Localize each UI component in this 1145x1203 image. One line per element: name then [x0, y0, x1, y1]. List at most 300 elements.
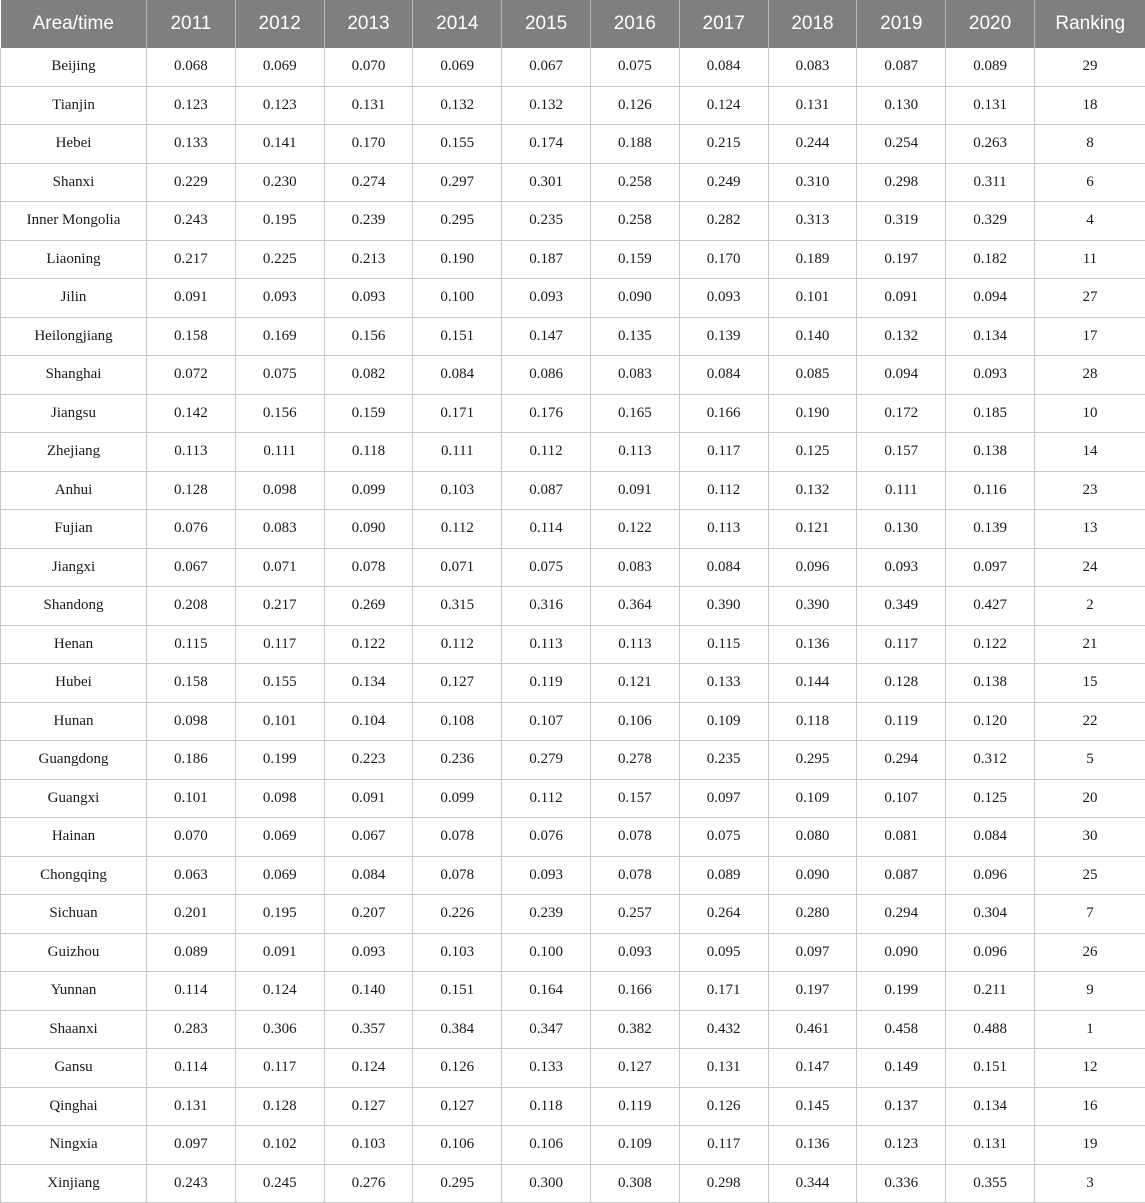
value-cell: 0.080: [768, 818, 857, 857]
value-cell: 0.103: [324, 1126, 413, 1165]
value-cell: 0.075: [679, 818, 768, 857]
value-cell: 0.081: [857, 818, 946, 857]
ranking-cell: 19: [1034, 1126, 1145, 1165]
area-cell: Jiangxi: [1, 548, 147, 587]
value-cell: 0.101: [235, 702, 324, 741]
value-cell: 0.169: [235, 317, 324, 356]
value-cell: 0.132: [768, 471, 857, 510]
value-cell: 0.156: [235, 394, 324, 433]
value-cell: 0.109: [590, 1126, 679, 1165]
column-header-area: Area/time: [1, 0, 147, 48]
value-cell: 0.172: [857, 394, 946, 433]
value-cell: 0.124: [235, 972, 324, 1011]
value-cell: 0.294: [857, 741, 946, 780]
value-cell: 0.140: [324, 972, 413, 1011]
ranking-cell: 10: [1034, 394, 1145, 433]
value-cell: 0.106: [502, 1126, 591, 1165]
table-row: [1, 240, 1145, 279]
value-cell: 0.113: [502, 625, 591, 664]
value-cell: 0.112: [679, 471, 768, 510]
value-cell: 0.119: [590, 1087, 679, 1126]
value-cell: 0.125: [768, 433, 857, 472]
value-cell: 0.093: [502, 279, 591, 318]
value-cell: 0.283: [147, 1010, 236, 1049]
value-cell: 0.122: [946, 625, 1035, 664]
value-cell: 0.069: [413, 48, 502, 86]
value-cell: 0.254: [857, 125, 946, 164]
value-cell: 0.165: [590, 394, 679, 433]
ranking-cell: 4: [1034, 202, 1145, 241]
value-cell: 0.097: [679, 779, 768, 818]
area-cell: Gansu: [1, 1049, 147, 1088]
value-cell: 0.174: [502, 125, 591, 164]
value-cell: 0.091: [590, 471, 679, 510]
table-row: [1, 279, 1145, 318]
value-cell: 0.087: [857, 856, 946, 895]
value-cell: 0.124: [679, 86, 768, 125]
value-cell: 0.084: [679, 356, 768, 395]
value-cell: 0.127: [413, 664, 502, 703]
value-cell: 0.297: [413, 163, 502, 202]
value-cell: 0.093: [324, 933, 413, 972]
ranking-cell: 8: [1034, 125, 1145, 164]
area-cell: Hebei: [1, 125, 147, 164]
value-cell: 0.122: [590, 510, 679, 549]
column-header-year: 2019: [857, 0, 946, 48]
value-cell: 0.130: [857, 510, 946, 549]
value-cell: 0.119: [857, 702, 946, 741]
value-cell: 0.159: [324, 394, 413, 433]
value-cell: 0.384: [413, 1010, 502, 1049]
value-cell: 0.102: [235, 1126, 324, 1165]
value-cell: 0.112: [413, 625, 502, 664]
value-cell: 0.116: [946, 471, 1035, 510]
area-cell: Tianjin: [1, 86, 147, 125]
table-row: [1, 163, 1145, 202]
value-cell: 0.226: [413, 895, 502, 934]
value-cell: 0.111: [413, 433, 502, 472]
value-cell: 0.382: [590, 1010, 679, 1049]
value-cell: 0.121: [768, 510, 857, 549]
area-cell: Guangdong: [1, 741, 147, 780]
value-cell: 0.076: [502, 818, 591, 857]
value-cell: 0.093: [324, 279, 413, 318]
value-cell: 0.101: [768, 279, 857, 318]
value-cell: 0.108: [413, 702, 502, 741]
value-cell: 0.137: [857, 1087, 946, 1126]
ranking-cell: 18: [1034, 86, 1145, 125]
column-header-year: 2012: [235, 0, 324, 48]
column-header-year: 2011: [147, 0, 236, 48]
value-cell: 0.086: [502, 356, 591, 395]
table-row: [1, 510, 1145, 549]
value-cell: 0.111: [857, 471, 946, 510]
value-cell: 0.364: [590, 587, 679, 626]
value-cell: 0.111: [235, 433, 324, 472]
value-cell: 0.093: [235, 279, 324, 318]
value-cell: 0.128: [235, 1087, 324, 1126]
value-cell: 0.197: [857, 240, 946, 279]
table-row: [1, 856, 1145, 895]
value-cell: 0.099: [413, 779, 502, 818]
value-cell: 0.127: [590, 1049, 679, 1088]
value-cell: 0.114: [502, 510, 591, 549]
value-cell: 0.158: [147, 664, 236, 703]
value-cell: 0.132: [502, 86, 591, 125]
table-body: [1, 48, 1145, 1203]
value-cell: 0.114: [147, 1049, 236, 1088]
table-row: [1, 356, 1145, 395]
value-cell: 0.112: [502, 779, 591, 818]
value-cell: 0.091: [147, 279, 236, 318]
value-cell: 0.131: [679, 1049, 768, 1088]
value-cell: 0.236: [413, 741, 502, 780]
value-cell: 0.208: [147, 587, 236, 626]
table-row: [1, 1087, 1145, 1126]
column-header-year: 2013: [324, 0, 413, 48]
value-cell: 0.311: [946, 163, 1035, 202]
value-cell: 0.091: [857, 279, 946, 318]
ranking-cell: 26: [1034, 933, 1145, 972]
table-header: [1, 0, 1145, 48]
value-cell: 0.304: [946, 895, 1035, 934]
value-cell: 0.185: [946, 394, 1035, 433]
value-cell: 0.223: [324, 741, 413, 780]
value-cell: 0.087: [502, 471, 591, 510]
value-cell: 0.187: [502, 240, 591, 279]
table-row: [1, 779, 1145, 818]
area-cell: Inner Mongolia: [1, 202, 147, 241]
value-cell: 0.078: [413, 856, 502, 895]
value-cell: 0.118: [502, 1087, 591, 1126]
value-cell: 0.276: [324, 1164, 413, 1203]
value-cell: 0.076: [147, 510, 236, 549]
value-cell: 0.067: [502, 48, 591, 86]
value-cell: 0.067: [147, 548, 236, 587]
value-cell: 0.089: [946, 48, 1035, 86]
table-row: [1, 1126, 1145, 1165]
value-cell: 0.176: [502, 394, 591, 433]
value-cell: 0.171: [679, 972, 768, 1011]
table-row: [1, 933, 1145, 972]
value-cell: 0.298: [857, 163, 946, 202]
value-cell: 0.316: [502, 587, 591, 626]
value-cell: 0.125: [946, 779, 1035, 818]
value-cell: 0.124: [324, 1049, 413, 1088]
column-header-year: 2016: [590, 0, 679, 48]
column-header-year: 2018: [768, 0, 857, 48]
table-row: [1, 394, 1145, 433]
ranking-cell: 21: [1034, 625, 1145, 664]
value-cell: 0.098: [147, 702, 236, 741]
value-cell: 0.461: [768, 1010, 857, 1049]
value-cell: 0.217: [147, 240, 236, 279]
table-row: [1, 741, 1145, 780]
value-cell: 0.217: [235, 587, 324, 626]
value-cell: 0.089: [679, 856, 768, 895]
value-cell: 0.123: [235, 86, 324, 125]
value-cell: 0.147: [768, 1049, 857, 1088]
value-cell: 0.063: [147, 856, 236, 895]
value-cell: 0.114: [147, 972, 236, 1011]
table-row: [1, 587, 1145, 626]
ranking-cell: 15: [1034, 664, 1145, 703]
value-cell: 0.078: [590, 856, 679, 895]
value-cell: 0.133: [147, 125, 236, 164]
value-cell: 0.096: [946, 933, 1035, 972]
area-cell: Jilin: [1, 279, 147, 318]
area-cell: Liaoning: [1, 240, 147, 279]
value-cell: 0.269: [324, 587, 413, 626]
value-cell: 0.144: [768, 664, 857, 703]
area-cell: Guangxi: [1, 779, 147, 818]
value-cell: 0.258: [590, 202, 679, 241]
table-row: [1, 471, 1145, 510]
value-cell: 0.083: [590, 356, 679, 395]
value-cell: 0.112: [413, 510, 502, 549]
value-cell: 0.126: [590, 86, 679, 125]
area-cell: Chongqing: [1, 856, 147, 895]
area-cell: Guizhou: [1, 933, 147, 972]
value-cell: 0.170: [679, 240, 768, 279]
value-cell: 0.078: [590, 818, 679, 857]
value-cell: 0.120: [946, 702, 1035, 741]
value-cell: 0.093: [946, 356, 1035, 395]
value-cell: 0.119: [502, 664, 591, 703]
value-cell: 0.155: [235, 664, 324, 703]
value-cell: 0.113: [590, 625, 679, 664]
value-cell: 0.090: [324, 510, 413, 549]
value-cell: 0.071: [413, 548, 502, 587]
value-cell: 0.279: [502, 741, 591, 780]
value-cell: 0.118: [768, 702, 857, 741]
table-row: [1, 664, 1145, 703]
value-cell: 0.117: [857, 625, 946, 664]
value-cell: 0.229: [147, 163, 236, 202]
value-cell: 0.207: [324, 895, 413, 934]
table-row: [1, 1164, 1145, 1203]
table-row: [1, 317, 1145, 356]
value-cell: 0.097: [147, 1126, 236, 1165]
value-cell: 0.113: [147, 433, 236, 472]
value-cell: 0.133: [679, 664, 768, 703]
value-cell: 0.091: [235, 933, 324, 972]
value-cell: 0.126: [413, 1049, 502, 1088]
value-cell: 0.091: [324, 779, 413, 818]
value-cell: 0.085: [768, 356, 857, 395]
table-row: [1, 1049, 1145, 1088]
value-cell: 0.151: [946, 1049, 1035, 1088]
value-cell: 0.157: [590, 779, 679, 818]
value-cell: 0.132: [857, 317, 946, 356]
value-cell: 0.239: [502, 895, 591, 934]
table-row: [1, 702, 1145, 741]
value-cell: 0.138: [946, 433, 1035, 472]
value-cell: 0.166: [590, 972, 679, 1011]
value-cell: 0.312: [946, 741, 1035, 780]
value-cell: 0.100: [502, 933, 591, 972]
value-cell: 0.488: [946, 1010, 1035, 1049]
value-cell: 0.199: [235, 741, 324, 780]
value-cell: 0.235: [502, 202, 591, 241]
value-cell: 0.190: [768, 394, 857, 433]
area-cell: Henan: [1, 625, 147, 664]
ranking-cell: 2: [1034, 587, 1145, 626]
value-cell: 0.300: [502, 1164, 591, 1203]
table-row: [1, 125, 1145, 164]
area-cell: Yunnan: [1, 972, 147, 1011]
value-cell: 0.280: [768, 895, 857, 934]
ranking-cell: 5: [1034, 741, 1145, 780]
value-cell: 0.278: [590, 741, 679, 780]
area-cell: Hainan: [1, 818, 147, 857]
value-cell: 0.117: [235, 1049, 324, 1088]
value-cell: 0.097: [768, 933, 857, 972]
ranking-cell: 28: [1034, 356, 1145, 395]
value-cell: 0.094: [946, 279, 1035, 318]
value-cell: 0.084: [679, 548, 768, 587]
value-cell: 0.122: [324, 625, 413, 664]
value-cell: 0.090: [768, 856, 857, 895]
ranking-cell: 25: [1034, 856, 1145, 895]
value-cell: 0.134: [946, 317, 1035, 356]
area-cell: Shanghai: [1, 356, 147, 395]
area-cell: Shandong: [1, 587, 147, 626]
value-cell: 0.308: [590, 1164, 679, 1203]
value-cell: 0.239: [324, 202, 413, 241]
value-cell: 0.096: [946, 856, 1035, 895]
value-cell: 0.155: [413, 125, 502, 164]
value-cell: 0.112: [502, 433, 591, 472]
table-row: [1, 548, 1145, 587]
value-cell: 0.069: [235, 856, 324, 895]
value-cell: 0.093: [502, 856, 591, 895]
value-cell: 0.107: [857, 779, 946, 818]
ranking-cell: 23: [1034, 471, 1145, 510]
ranking-cell: 3: [1034, 1164, 1145, 1203]
value-cell: 0.069: [235, 818, 324, 857]
value-cell: 0.263: [946, 125, 1035, 164]
value-cell: 0.133: [502, 1049, 591, 1088]
value-cell: 0.164: [502, 972, 591, 1011]
value-cell: 0.274: [324, 163, 413, 202]
value-cell: 0.134: [324, 664, 413, 703]
value-cell: 0.070: [324, 48, 413, 86]
value-cell: 0.213: [324, 240, 413, 279]
value-cell: 0.156: [324, 317, 413, 356]
value-cell: 0.295: [413, 202, 502, 241]
value-cell: 0.127: [324, 1087, 413, 1126]
value-cell: 0.141: [235, 125, 324, 164]
value-cell: 0.106: [590, 702, 679, 741]
value-cell: 0.084: [413, 356, 502, 395]
value-cell: 0.151: [413, 972, 502, 1011]
value-cell: 0.103: [413, 933, 502, 972]
table-row: [1, 972, 1145, 1011]
table-row: [1, 818, 1145, 857]
value-cell: 0.142: [147, 394, 236, 433]
value-cell: 0.197: [768, 972, 857, 1011]
value-cell: 0.089: [147, 933, 236, 972]
ranking-cell: 7: [1034, 895, 1145, 934]
value-cell: 0.258: [590, 163, 679, 202]
column-header-ranking: Ranking: [1034, 0, 1145, 48]
ranking-cell: 29: [1034, 48, 1145, 86]
value-cell: 0.090: [590, 279, 679, 318]
value-cell: 0.075: [502, 548, 591, 587]
value-cell: 0.075: [590, 48, 679, 86]
value-cell: 0.294: [857, 895, 946, 934]
value-cell: 0.230: [235, 163, 324, 202]
value-cell: 0.084: [324, 856, 413, 895]
value-cell: 0.201: [147, 895, 236, 934]
table-row: [1, 1010, 1145, 1049]
value-cell: 0.243: [147, 202, 236, 241]
value-cell: 0.195: [235, 202, 324, 241]
value-cell: 0.211: [946, 972, 1035, 1011]
value-cell: 0.390: [768, 587, 857, 626]
value-cell: 0.189: [768, 240, 857, 279]
value-cell: 0.190: [413, 240, 502, 279]
value-cell: 0.149: [857, 1049, 946, 1088]
value-cell: 0.113: [590, 433, 679, 472]
ranking-cell: 14: [1034, 433, 1145, 472]
value-cell: 0.390: [679, 587, 768, 626]
table-row: [1, 895, 1145, 934]
value-cell: 0.115: [679, 625, 768, 664]
value-cell: 0.101: [147, 779, 236, 818]
value-cell: 0.298: [679, 1164, 768, 1203]
table-row: [1, 433, 1145, 472]
ranking-cell: 22: [1034, 702, 1145, 741]
value-cell: 0.070: [147, 818, 236, 857]
value-cell: 0.104: [324, 702, 413, 741]
value-cell: 0.295: [413, 1164, 502, 1203]
value-cell: 0.235: [679, 741, 768, 780]
area-cell: Xinjiang: [1, 1164, 147, 1203]
area-cell: Shaanxi: [1, 1010, 147, 1049]
value-cell: 0.072: [147, 356, 236, 395]
area-cell: Ningxia: [1, 1126, 147, 1165]
value-cell: 0.090: [857, 933, 946, 972]
area-cell: Sichuan: [1, 895, 147, 934]
area-cell: Hubei: [1, 664, 147, 703]
column-header-year: 2017: [679, 0, 768, 48]
value-cell: 0.215: [679, 125, 768, 164]
value-cell: 0.113: [679, 510, 768, 549]
value-cell: 0.257: [590, 895, 679, 934]
value-cell: 0.301: [502, 163, 591, 202]
value-cell: 0.195: [235, 895, 324, 934]
value-cell: 0.118: [324, 433, 413, 472]
value-cell: 0.349: [857, 587, 946, 626]
value-cell: 0.131: [324, 86, 413, 125]
value-cell: 0.082: [324, 356, 413, 395]
value-cell: 0.427: [946, 587, 1035, 626]
table-row: [1, 48, 1145, 86]
value-cell: 0.115: [147, 625, 236, 664]
value-cell: 0.068: [147, 48, 236, 86]
value-cell: 0.134: [946, 1087, 1035, 1126]
column-header-year: 2020: [946, 0, 1035, 48]
value-cell: 0.158: [147, 317, 236, 356]
value-cell: 0.306: [235, 1010, 324, 1049]
ranking-cell: 11: [1034, 240, 1145, 279]
value-cell: 0.336: [857, 1164, 946, 1203]
value-cell: 0.151: [413, 317, 502, 356]
value-cell: 0.131: [946, 1126, 1035, 1165]
value-cell: 0.094: [857, 356, 946, 395]
